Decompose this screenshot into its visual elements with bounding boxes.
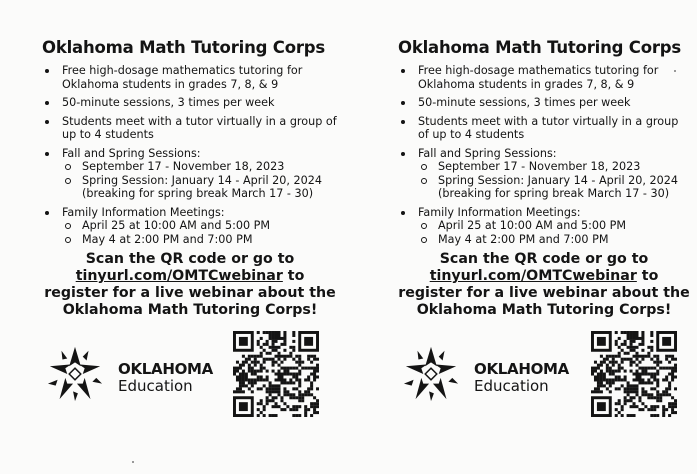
flyer-footer [396,331,692,423]
list-item [418,219,692,233]
list-item [418,160,692,174]
flyer-left [40,38,340,423]
info-list [40,64,340,246]
oklahoma-education-star-icon [402,345,460,403]
logo-line-education: Education [118,377,193,395]
meeting-text: April 25 at 10:00 AM and 5:00 PM [438,219,627,232]
flyer-right [396,38,692,423]
webinar-link[interactable]: tinyurl.com/OMTCwebinar [429,268,637,284]
list-item [62,233,340,247]
meetings-item [40,206,340,247]
bullet-text: 50-minute sessions, 3 times per week [62,96,275,109]
sessions-item [40,147,340,201]
list-item [40,115,340,142]
info-list [396,64,692,246]
session-text: September 17 - November 18, 2023 [82,160,285,173]
cta-line: Scan the QR code or go to [85,251,295,267]
qr-code-icon[interactable] [591,331,677,417]
session-text: September 17 - November 18, 2023 [438,160,641,173]
qr-code-icon[interactable] [233,331,319,417]
meetings-list [418,219,692,246]
logo-line-education: Education [474,377,549,395]
list-item [40,96,340,110]
meetings-heading: Family Information Meetings: [418,205,581,219]
list-item [62,174,340,201]
call-to-action [34,251,346,319]
scan-speck [132,461,134,463]
scan-speck [674,70,676,72]
bullet-text: Students meet with a tutor virtually in a group of up to 4 students [418,114,679,141]
list-item [62,160,340,174]
list-item [62,219,340,233]
sessions-item [396,147,692,201]
meetings-item [396,206,692,247]
list-item [40,64,340,91]
meeting-text: May 4 at 2:00 PM and 7:00 PM [82,232,253,246]
meetings-heading: Family Information Meetings: [62,205,225,219]
cta-line: register for a live webinar about the [44,285,336,301]
session-text: Spring Session: January 14 - April 20, 2024 (breaking for spring break March 17 - 30) [438,173,678,200]
cta-link-suffix: to [282,268,305,284]
cta-line [390,268,697,285]
sessions-heading: Fall and Spring Sessions: [418,146,557,160]
list-item [396,96,692,110]
cta-line: Scan the QR code or go to [439,251,649,267]
meeting-text: May 4 at 2:00 PM and 7:00 PM [438,232,609,246]
list-item [418,174,692,201]
logo-line-oklahoma: OKLAHOMA [118,360,213,378]
flyer-title: Oklahoma Math Tutoring Corps [42,38,325,57]
flyer-footer [40,331,340,423]
cta-line: register for a live webinar about the [398,285,690,301]
logo-wordmark [474,361,569,395]
meetings-list [62,219,340,246]
sessions-heading: Fall and Spring Sessions: [62,146,201,160]
sessions-list [418,160,692,201]
bullet-text: Students meet with a tutor virtually in a group of up to 4 students [62,114,337,141]
flyer-title: Oklahoma Math Tutoring Corps [398,38,681,57]
sessions-list [62,160,340,201]
cta-line [34,268,346,285]
list-item [396,115,692,142]
bullet-text: Free high-dosage mathematics tutoring for Oklahoma students in grades 7, 8, & 9 [62,64,303,91]
bullet-text: 50-minute sessions, 3 times per week [418,96,631,109]
bullet-text: Free high-dosage mathematics tutoring for Oklahoma students in grades 7, 8, & 9 [418,64,659,91]
logo-wordmark [118,361,213,395]
cta-link-suffix: to [636,268,659,284]
call-to-action [390,251,697,319]
webinar-link[interactable]: tinyurl.com/OMTCwebinar [75,268,283,284]
oklahoma-education-star-icon [46,345,104,403]
meeting-text: April 25 at 10:00 AM and 5:00 PM [82,219,271,232]
list-item [396,64,692,91]
logo-line-oklahoma: OKLAHOMA [474,360,569,378]
cta-line: Oklahoma Math Tutoring Corps! [62,302,318,318]
list-item [418,233,692,247]
cta-line: Oklahoma Math Tutoring Corps! [416,302,672,318]
session-text: Spring Session: January 14 - April 20, 2024 (breaking for spring break March 17 - 30) [82,173,322,200]
